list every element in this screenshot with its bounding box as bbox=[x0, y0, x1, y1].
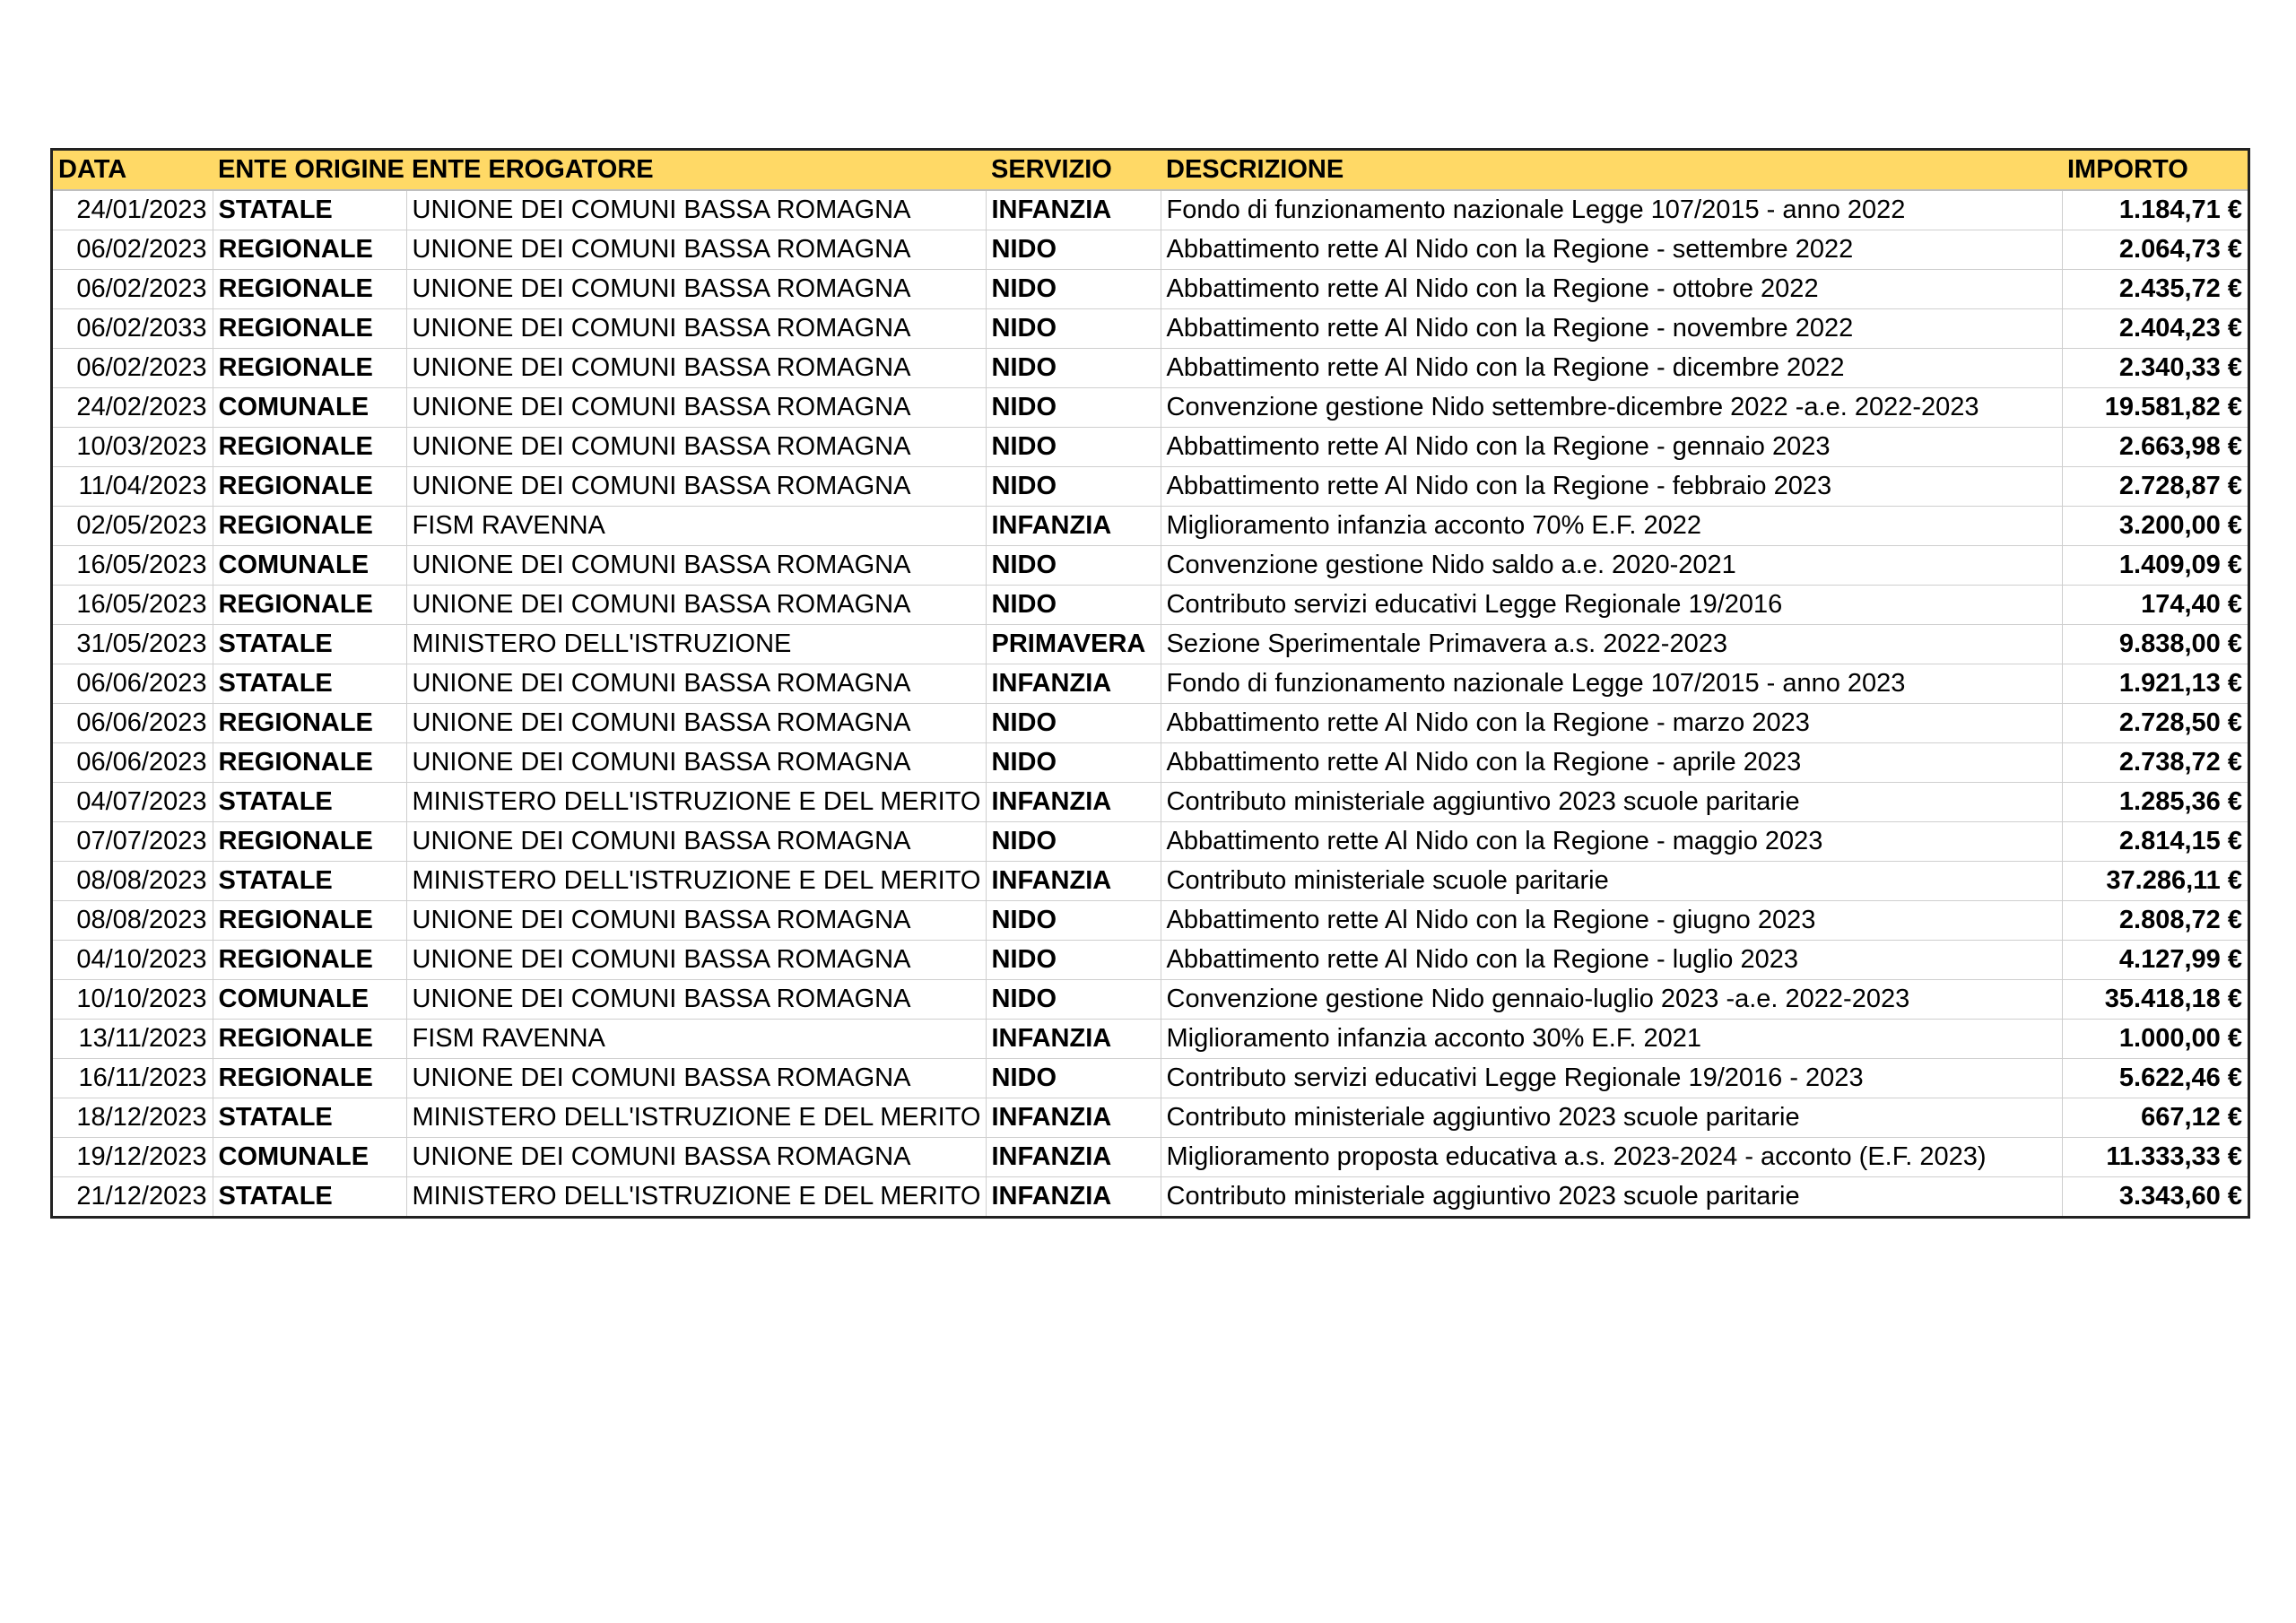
cell-servizio: NIDO bbox=[986, 743, 1161, 783]
cell-descrizione: Fondo di funzionamento nazionale Legge 107/2015 - anno 2023 bbox=[1161, 664, 2062, 704]
table-row bbox=[53, 349, 2248, 388]
cell-data: 04/10/2023 bbox=[53, 941, 213, 980]
cell-descrizione: Contributo ministeriale scuole paritarie bbox=[1161, 862, 2062, 901]
cell-importo: 3.343,60 € bbox=[2118, 1182, 2242, 1211]
cell-servizio: PRIMAVERA bbox=[986, 625, 1161, 664]
cell-ente-origine: COMUNALE bbox=[213, 1138, 406, 1177]
cell-ente-origine: REGIONALE bbox=[213, 230, 406, 270]
cell-ente-origine: REGIONALE bbox=[213, 704, 406, 743]
cell-data: 16/05/2023 bbox=[53, 586, 213, 625]
table-row bbox=[53, 190, 2248, 230]
cell-importo: 2.064,73 € bbox=[2062, 230, 2248, 270]
cell-ente-origine: REGIONALE bbox=[213, 901, 406, 941]
cell-importo: 35.418,18 € bbox=[2062, 980, 2248, 1020]
cell-descrizione: Abbattimento rette Al Nido con la Regione - gennaio 2023 bbox=[1161, 428, 2062, 467]
cell-ente-origine: STATALE bbox=[213, 664, 406, 704]
cell-data: 06/02/2023 bbox=[53, 230, 213, 270]
cell-importo: 1.409,09 € bbox=[2062, 546, 2248, 586]
cell-servizio: INFANZIA bbox=[986, 507, 1161, 546]
cell-ente-origine: STATALE bbox=[213, 1177, 406, 1217]
cell-ente-erogatore: UNIONE DEI COMUNI BASSA ROMAGNA bbox=[406, 309, 986, 349]
cell-descrizione: Abbattimento rette Al Nido con la Regione - febbraio 2023 bbox=[1161, 467, 2062, 507]
table-row bbox=[53, 546, 2248, 586]
cell-data: 07/07/2023 bbox=[53, 822, 213, 862]
header-importo: IMPORTO bbox=[2062, 151, 2248, 190]
cell-ente-erogatore: MINISTERO DELL'ISTRUZIONE bbox=[406, 625, 986, 664]
cell-servizio: INFANZIA bbox=[986, 1020, 1161, 1059]
table-row bbox=[53, 1138, 2248, 1177]
cell-ente-erogatore: UNIONE DEI COMUNI BASSA ROMAGNA bbox=[406, 1138, 986, 1177]
cell-descrizione: Fondo di funzionamento nazionale Legge 107/2015 - anno 2022 bbox=[1161, 190, 2062, 230]
cell-servizio: NIDO bbox=[986, 230, 1161, 270]
header-descrizione: DESCRIZIONE bbox=[1161, 151, 2062, 190]
table-row bbox=[53, 1020, 2248, 1059]
cell-descrizione: Abbattimento rette Al Nido con la Regione - settembre 2022 bbox=[1161, 230, 2062, 270]
cell-importo: 1.921,13 € bbox=[2062, 664, 2248, 704]
table-row bbox=[53, 586, 2248, 625]
cell-descrizione: Contributo servizi educativi Legge Regionale 19/2016 bbox=[1161, 586, 2062, 625]
cell-importo: 2.738,72 € bbox=[2062, 743, 2248, 783]
cell-ente-origine: STATALE bbox=[213, 862, 406, 901]
cell-ente-origine: REGIONALE bbox=[213, 349, 406, 388]
table-row bbox=[53, 507, 2248, 546]
cell-data: 08/08/2023 bbox=[53, 901, 213, 941]
cell-ente-erogatore: MINISTERO DELL'ISTRUZIONE E DEL MERITO bbox=[406, 1098, 986, 1138]
cell-ente-erogatore: UNIONE DEI COMUNI BASSA ROMAGNA bbox=[406, 743, 986, 783]
cell-data: 06/06/2023 bbox=[53, 704, 213, 743]
cell-ente-erogatore: UNIONE DEI COMUNI BASSA ROMAGNA bbox=[406, 230, 986, 270]
table-row bbox=[53, 980, 2248, 1020]
cell-ente-erogatore: UNIONE DEI COMUNI BASSA ROMAGNA bbox=[406, 428, 986, 467]
data-grid bbox=[53, 151, 2248, 1216]
cell-ente-origine: REGIONALE bbox=[213, 941, 406, 980]
cell-ente-erogatore: UNIONE DEI COMUNI BASSA ROMAGNA bbox=[406, 704, 986, 743]
cell-servizio: NIDO bbox=[986, 467, 1161, 507]
cell-importo: 174,40 € bbox=[2062, 586, 2248, 625]
cell-servizio: NIDO bbox=[986, 586, 1161, 625]
cell-data: 21/12/2023 bbox=[53, 1177, 213, 1217]
header-ente-erogatore: ENTE EROGATORE bbox=[406, 151, 986, 190]
cell-data: 24/01/2023 bbox=[53, 190, 213, 230]
cell-importo: 2.728,50 € bbox=[2062, 704, 2248, 743]
cell-ente-erogatore: MINISTERO DELL'ISTRUZIONE E DEL MERITO bbox=[406, 862, 986, 901]
cell-ente-origine: STATALE bbox=[213, 1098, 406, 1138]
cell-importo: 2.340,33 € bbox=[2062, 349, 2248, 388]
table-row bbox=[53, 822, 2248, 862]
cell-data: 06/02/2023 bbox=[53, 270, 213, 309]
cell-servizio: NIDO bbox=[986, 704, 1161, 743]
cell-ente-origine: REGIONALE bbox=[213, 822, 406, 862]
cell-importo: 11.333,33 € bbox=[2062, 1138, 2248, 1177]
cell-servizio: NIDO bbox=[986, 309, 1161, 349]
cell-servizio: NIDO bbox=[986, 822, 1161, 862]
cell-descrizione: Contributo ministeriale aggiuntivo 2023 scuole paritarie bbox=[1161, 1177, 2062, 1217]
cell-ente-erogatore: UNIONE DEI COMUNI BASSA ROMAGNA bbox=[406, 980, 986, 1020]
table-row bbox=[53, 467, 2248, 507]
cell-data: 18/12/2023 bbox=[53, 1098, 213, 1138]
table-row bbox=[53, 309, 2248, 349]
cell-servizio: INFANZIA bbox=[986, 190, 1161, 230]
cell-servizio: NIDO bbox=[986, 349, 1161, 388]
cell-servizio: INFANZIA bbox=[986, 1098, 1161, 1138]
cell-ente-erogatore: UNIONE DEI COMUNI BASSA ROMAGNA bbox=[406, 388, 986, 428]
cell-data: 08/08/2023 bbox=[53, 862, 213, 901]
cell-importo: 1.000,00 € bbox=[2062, 1020, 2248, 1059]
cell-data: 06/06/2023 bbox=[53, 664, 213, 704]
cell-ente-origine: REGIONALE bbox=[213, 309, 406, 349]
cell-data: 13/11/2023 bbox=[53, 1020, 213, 1059]
cell-descrizione: Miglioramento proposta educativa a.s. 2023-2024 - acconto (E.F. 2023) bbox=[1161, 1138, 2062, 1177]
table-row bbox=[53, 704, 2248, 743]
cell-data: 10/10/2023 bbox=[53, 980, 213, 1020]
cell-servizio: NIDO bbox=[986, 901, 1161, 941]
cell-servizio: NIDO bbox=[986, 941, 1161, 980]
cell-servizio: INFANZIA bbox=[986, 1177, 1161, 1217]
table-body bbox=[53, 190, 2248, 1216]
cell-importo: 4.127,99 € bbox=[2062, 941, 2248, 980]
cell-ente-erogatore: UNIONE DEI COMUNI BASSA ROMAGNA bbox=[406, 270, 986, 309]
table-row bbox=[53, 743, 2248, 783]
cell-data: 16/11/2023 bbox=[53, 1059, 213, 1098]
cell-ente-erogatore: UNIONE DEI COMUNI BASSA ROMAGNA bbox=[406, 467, 986, 507]
table-row bbox=[53, 1059, 2248, 1098]
cell-servizio: NIDO bbox=[986, 546, 1161, 586]
cell-servizio: NIDO bbox=[986, 388, 1161, 428]
cell-importo: 5.622,46 € bbox=[2062, 1059, 2248, 1098]
cell-servizio: NIDO bbox=[986, 270, 1161, 309]
cell-importo: 19.581,82 € bbox=[2062, 388, 2248, 428]
cell-ente-erogatore: UNIONE DEI COMUNI BASSA ROMAGNA bbox=[406, 941, 986, 980]
cell-importo: 667,12 € bbox=[2062, 1098, 2248, 1138]
cell-descrizione: Abbattimento rette Al Nido con la Regione - ottobre 2022 bbox=[1161, 270, 2062, 309]
cell-descrizione: Miglioramento infanzia acconto 30% E.F. 2021 bbox=[1161, 1020, 2062, 1059]
cell-ente-origine: STATALE bbox=[213, 783, 406, 822]
table-row bbox=[53, 230, 2248, 270]
table-row bbox=[53, 664, 2248, 704]
cell-descrizione: Abbattimento rette Al Nido con la Regione - dicembre 2022 bbox=[1161, 349, 2062, 388]
cell-data: 24/02/2023 bbox=[53, 388, 213, 428]
cell-ente-origine: COMUNALE bbox=[213, 388, 406, 428]
cell-ente-origine: REGIONALE bbox=[213, 507, 406, 546]
cell-descrizione: Abbattimento rette Al Nido con la Regione - giugno 2023 bbox=[1161, 901, 2062, 941]
table-row bbox=[53, 270, 2248, 309]
table-row bbox=[53, 1177, 2248, 1217]
cell-importo: 3.200,00 € bbox=[2062, 507, 2248, 546]
cell-ente-origine: REGIONALE bbox=[213, 586, 406, 625]
cell-data: 04/07/2023 bbox=[53, 783, 213, 822]
cell-descrizione: Contributo ministeriale aggiuntivo 2023 scuole paritarie bbox=[1161, 1098, 2062, 1138]
cell-descrizione: Miglioramento infanzia acconto 70% E.F. 2022 bbox=[1161, 507, 2062, 546]
cell-ente-origine: REGIONALE bbox=[213, 270, 406, 309]
cell-servizio: INFANZIA bbox=[986, 783, 1161, 822]
header-data: DATA bbox=[53, 151, 213, 190]
table-row bbox=[53, 388, 2248, 428]
cell-data: 02/05/2023 bbox=[53, 507, 213, 546]
cell-ente-erogatore: UNIONE DEI COMUNI BASSA ROMAGNA bbox=[406, 190, 986, 230]
cell-ente-erogatore: UNIONE DEI COMUNI BASSA ROMAGNA bbox=[406, 664, 986, 704]
header-ente-origine: ENTE ORIGINE bbox=[213, 151, 406, 190]
cell-ente-origine: COMUNALE bbox=[213, 980, 406, 1020]
header-servizio: SERVIZIO bbox=[986, 151, 1161, 190]
cell-data: 10/03/2023 bbox=[53, 428, 213, 467]
cell-ente-erogatore: UNIONE DEI COMUNI BASSA ROMAGNA bbox=[406, 546, 986, 586]
cell-importo: 2.404,23 € bbox=[2062, 309, 2248, 349]
cell-ente-erogatore: FISM RAVENNA bbox=[406, 507, 986, 546]
cell-servizio: NIDO bbox=[986, 980, 1161, 1020]
cell-data: 31/05/2023 bbox=[53, 625, 213, 664]
cell-data: 19/12/2023 bbox=[53, 1138, 213, 1177]
table-row bbox=[53, 901, 2248, 941]
cell-ente-erogatore: UNIONE DEI COMUNI BASSA ROMAGNA bbox=[406, 822, 986, 862]
cell-ente-erogatore: MINISTERO DELL'ISTRUZIONE E DEL MERITO bbox=[406, 1177, 986, 1217]
cell-ente-erogatore: MINISTERO DELL'ISTRUZIONE E DEL MERITO bbox=[406, 783, 986, 822]
cell-descrizione: Abbattimento rette Al Nido con la Regione - novembre 2022 bbox=[1161, 309, 2062, 349]
cell-descrizione: Abbattimento rette Al Nido con la Regione - marzo 2023 bbox=[1161, 704, 2062, 743]
contributions-table bbox=[50, 148, 2250, 1219]
cell-ente-origine: COMUNALE bbox=[213, 546, 406, 586]
cell-descrizione: Convenzione gestione Nido gennaio-luglio 2023 -a.e. 2022-2023 bbox=[1161, 980, 2062, 1020]
cell-ente-origine: REGIONALE bbox=[213, 1059, 406, 1098]
cell-ente-erogatore: UNIONE DEI COMUNI BASSA ROMAGNA bbox=[406, 586, 986, 625]
cell-ente-erogatore: FISM RAVENNA bbox=[406, 1020, 986, 1059]
cell-ente-origine: STATALE bbox=[213, 190, 406, 230]
cell-ente-origine: REGIONALE bbox=[213, 428, 406, 467]
cell-servizio: INFANZIA bbox=[986, 862, 1161, 901]
cell-importo: 9.838,00 € bbox=[2062, 625, 2248, 664]
cell-data: 11/04/2023 bbox=[53, 467, 213, 507]
cell-importo: 2.728,87 € bbox=[2062, 467, 2248, 507]
cell-descrizione: Convenzione gestione Nido settembre-dicembre 2022 -a.e. 2022-2023 bbox=[1161, 388, 2062, 428]
cell-importo: 37.286,11 € bbox=[2062, 862, 2248, 901]
table-row bbox=[53, 625, 2248, 664]
cell-importo: 1.285,36 € bbox=[2062, 783, 2248, 822]
cell-ente-erogatore: UNIONE DEI COMUNI BASSA ROMAGNA bbox=[406, 901, 986, 941]
cell-ente-origine: REGIONALE bbox=[213, 467, 406, 507]
table-row bbox=[53, 941, 2248, 980]
cell-descrizione: Abbattimento rette Al Nido con la Regione - aprile 2023 bbox=[1161, 743, 2062, 783]
cell-descrizione: Abbattimento rette Al Nido con la Regione - luglio 2023 bbox=[1161, 941, 2062, 980]
cell-data: 16/05/2023 bbox=[53, 546, 213, 586]
cell-ente-erogatore: UNIONE DEI COMUNI BASSA ROMAGNA bbox=[406, 1059, 986, 1098]
cell-data: 06/02/2033 bbox=[53, 309, 213, 349]
cell-servizio: NIDO bbox=[986, 1059, 1161, 1098]
cell-descrizione: Convenzione gestione Nido saldo a.e. 2020-2021 bbox=[1161, 546, 2062, 586]
table-row bbox=[53, 428, 2248, 467]
cell-ente-erogatore: UNIONE DEI COMUNI BASSA ROMAGNA bbox=[406, 349, 986, 388]
cell-importo: 1.184,71 € bbox=[2062, 190, 2248, 230]
cell-ente-origine: REGIONALE bbox=[213, 743, 406, 783]
cell-descrizione: Contributo servizi educativi Legge Regionale 19/2016 - 2023 bbox=[1161, 1059, 2062, 1098]
cell-descrizione: Sezione Sperimentale Primavera a.s. 2022-2023 bbox=[1161, 625, 2062, 664]
header-row bbox=[53, 151, 2248, 190]
cell-importo: 2.808,72 € bbox=[2062, 901, 2248, 941]
table-row bbox=[53, 862, 2248, 901]
cell-servizio: NIDO bbox=[986, 428, 1161, 467]
table-row bbox=[53, 783, 2248, 822]
cell-ente-origine: STATALE bbox=[213, 625, 406, 664]
cell-descrizione: Abbattimento rette Al Nido con la Regione - maggio 2023 bbox=[1161, 822, 2062, 862]
cell-servizio: INFANZIA bbox=[986, 664, 1161, 704]
cell-importo: 2.663,98 € bbox=[2062, 428, 2248, 467]
table-row bbox=[53, 1098, 2248, 1138]
cell-servizio: INFANZIA bbox=[986, 1138, 1161, 1177]
cell-data: 06/06/2023 bbox=[53, 743, 213, 783]
cell-importo: 2.814,15 € bbox=[2062, 822, 2248, 862]
cell-importo: 2.435,72 € bbox=[2062, 270, 2248, 309]
cell-data: 06/02/2023 bbox=[53, 349, 213, 388]
cell-ente-origine: REGIONALE bbox=[213, 1020, 406, 1059]
cell-descrizione: Contributo ministeriale aggiuntivo 2023 scuole paritarie bbox=[1161, 783, 2062, 822]
